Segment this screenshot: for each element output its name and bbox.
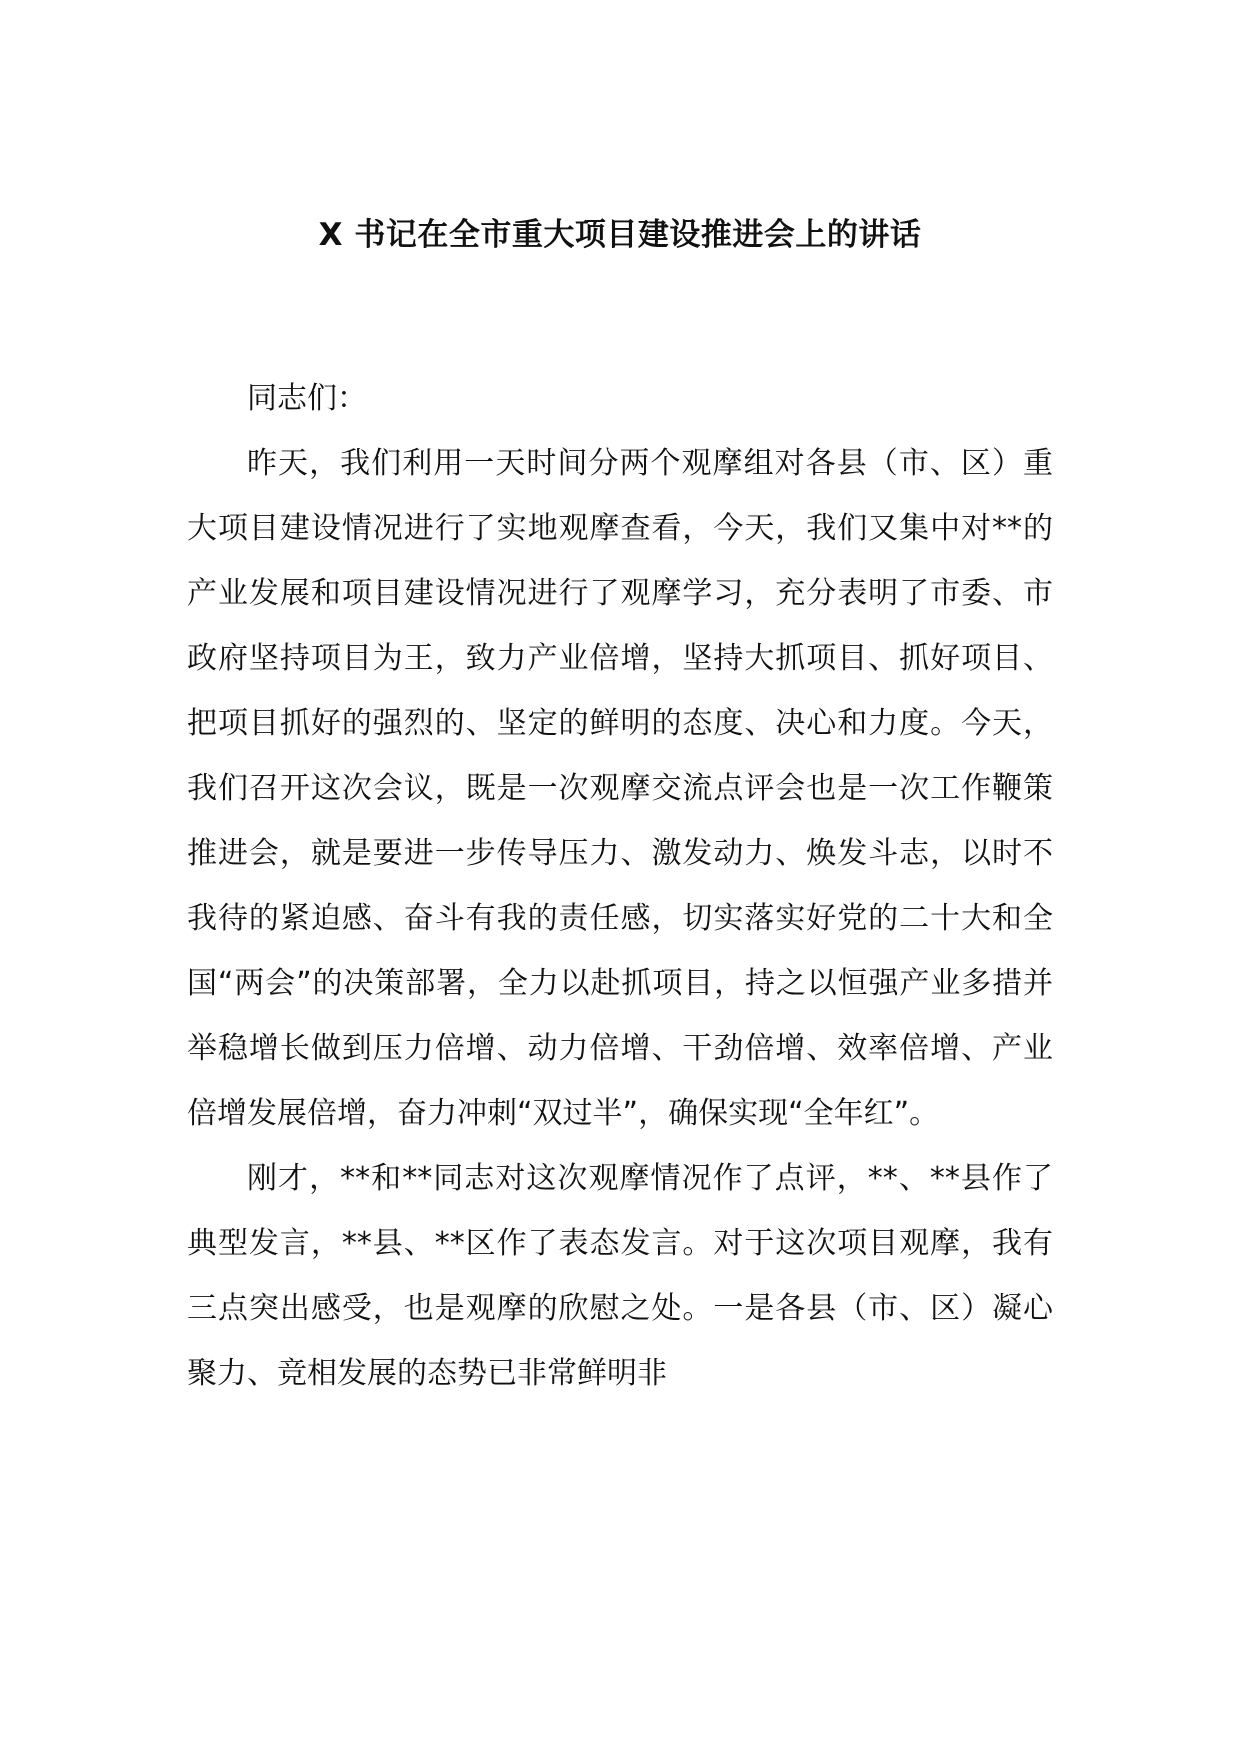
paragraph-2: 刚才，**和**同志对这次观摩情况作了点评，**、**县作了典型发言，**县、**区作了表态发言。对于这次项目观摩，我有三点突出感受，也是观摩的欣慰之处。一是各县（市、区）凝心聚力、竞相发展的态势已非常鲜明非 (187, 1161, 1053, 1391)
document-body (187, 366, 1053, 1406)
document-title: X 书记在全市重大项目建设推进会上的讲话 (318, 217, 922, 253)
paragraph-1: 昨天，我们利用一天时间分两个观摩组对各县（市、区）重大项目建设情况进行了实地观摩查看，今天，我们又集中对**的产业发展和项目建设情况进行了观摩学习，充分表明了市委、市政府坚持项目为王，致力产业倍增，坚持大抓项目、抓好项目、把项目抓好的强烈的、坚定的鲜明的态度、决心和力度。今天，我们召开这次会议，既是一次观摩交流点评会也是一次工作鞭策推进会，就是要进一步传导压力、激发动力、焕发斗志，以时不我待的紧迫感、奋斗有我的责任感，切实落实好党的二十大和全国“两会”的决策部署，全力以赴抓项目，持之以恒强产业多措并举稳增长做到压力倍增、动力倍增、干劲倍增、效率倍增、产业倍增发展倍增，奋力冲刺“双过半”，确保实现“全年红”。 (187, 446, 1053, 1131)
paragraph-salutation: 同志们： (247, 381, 367, 416)
